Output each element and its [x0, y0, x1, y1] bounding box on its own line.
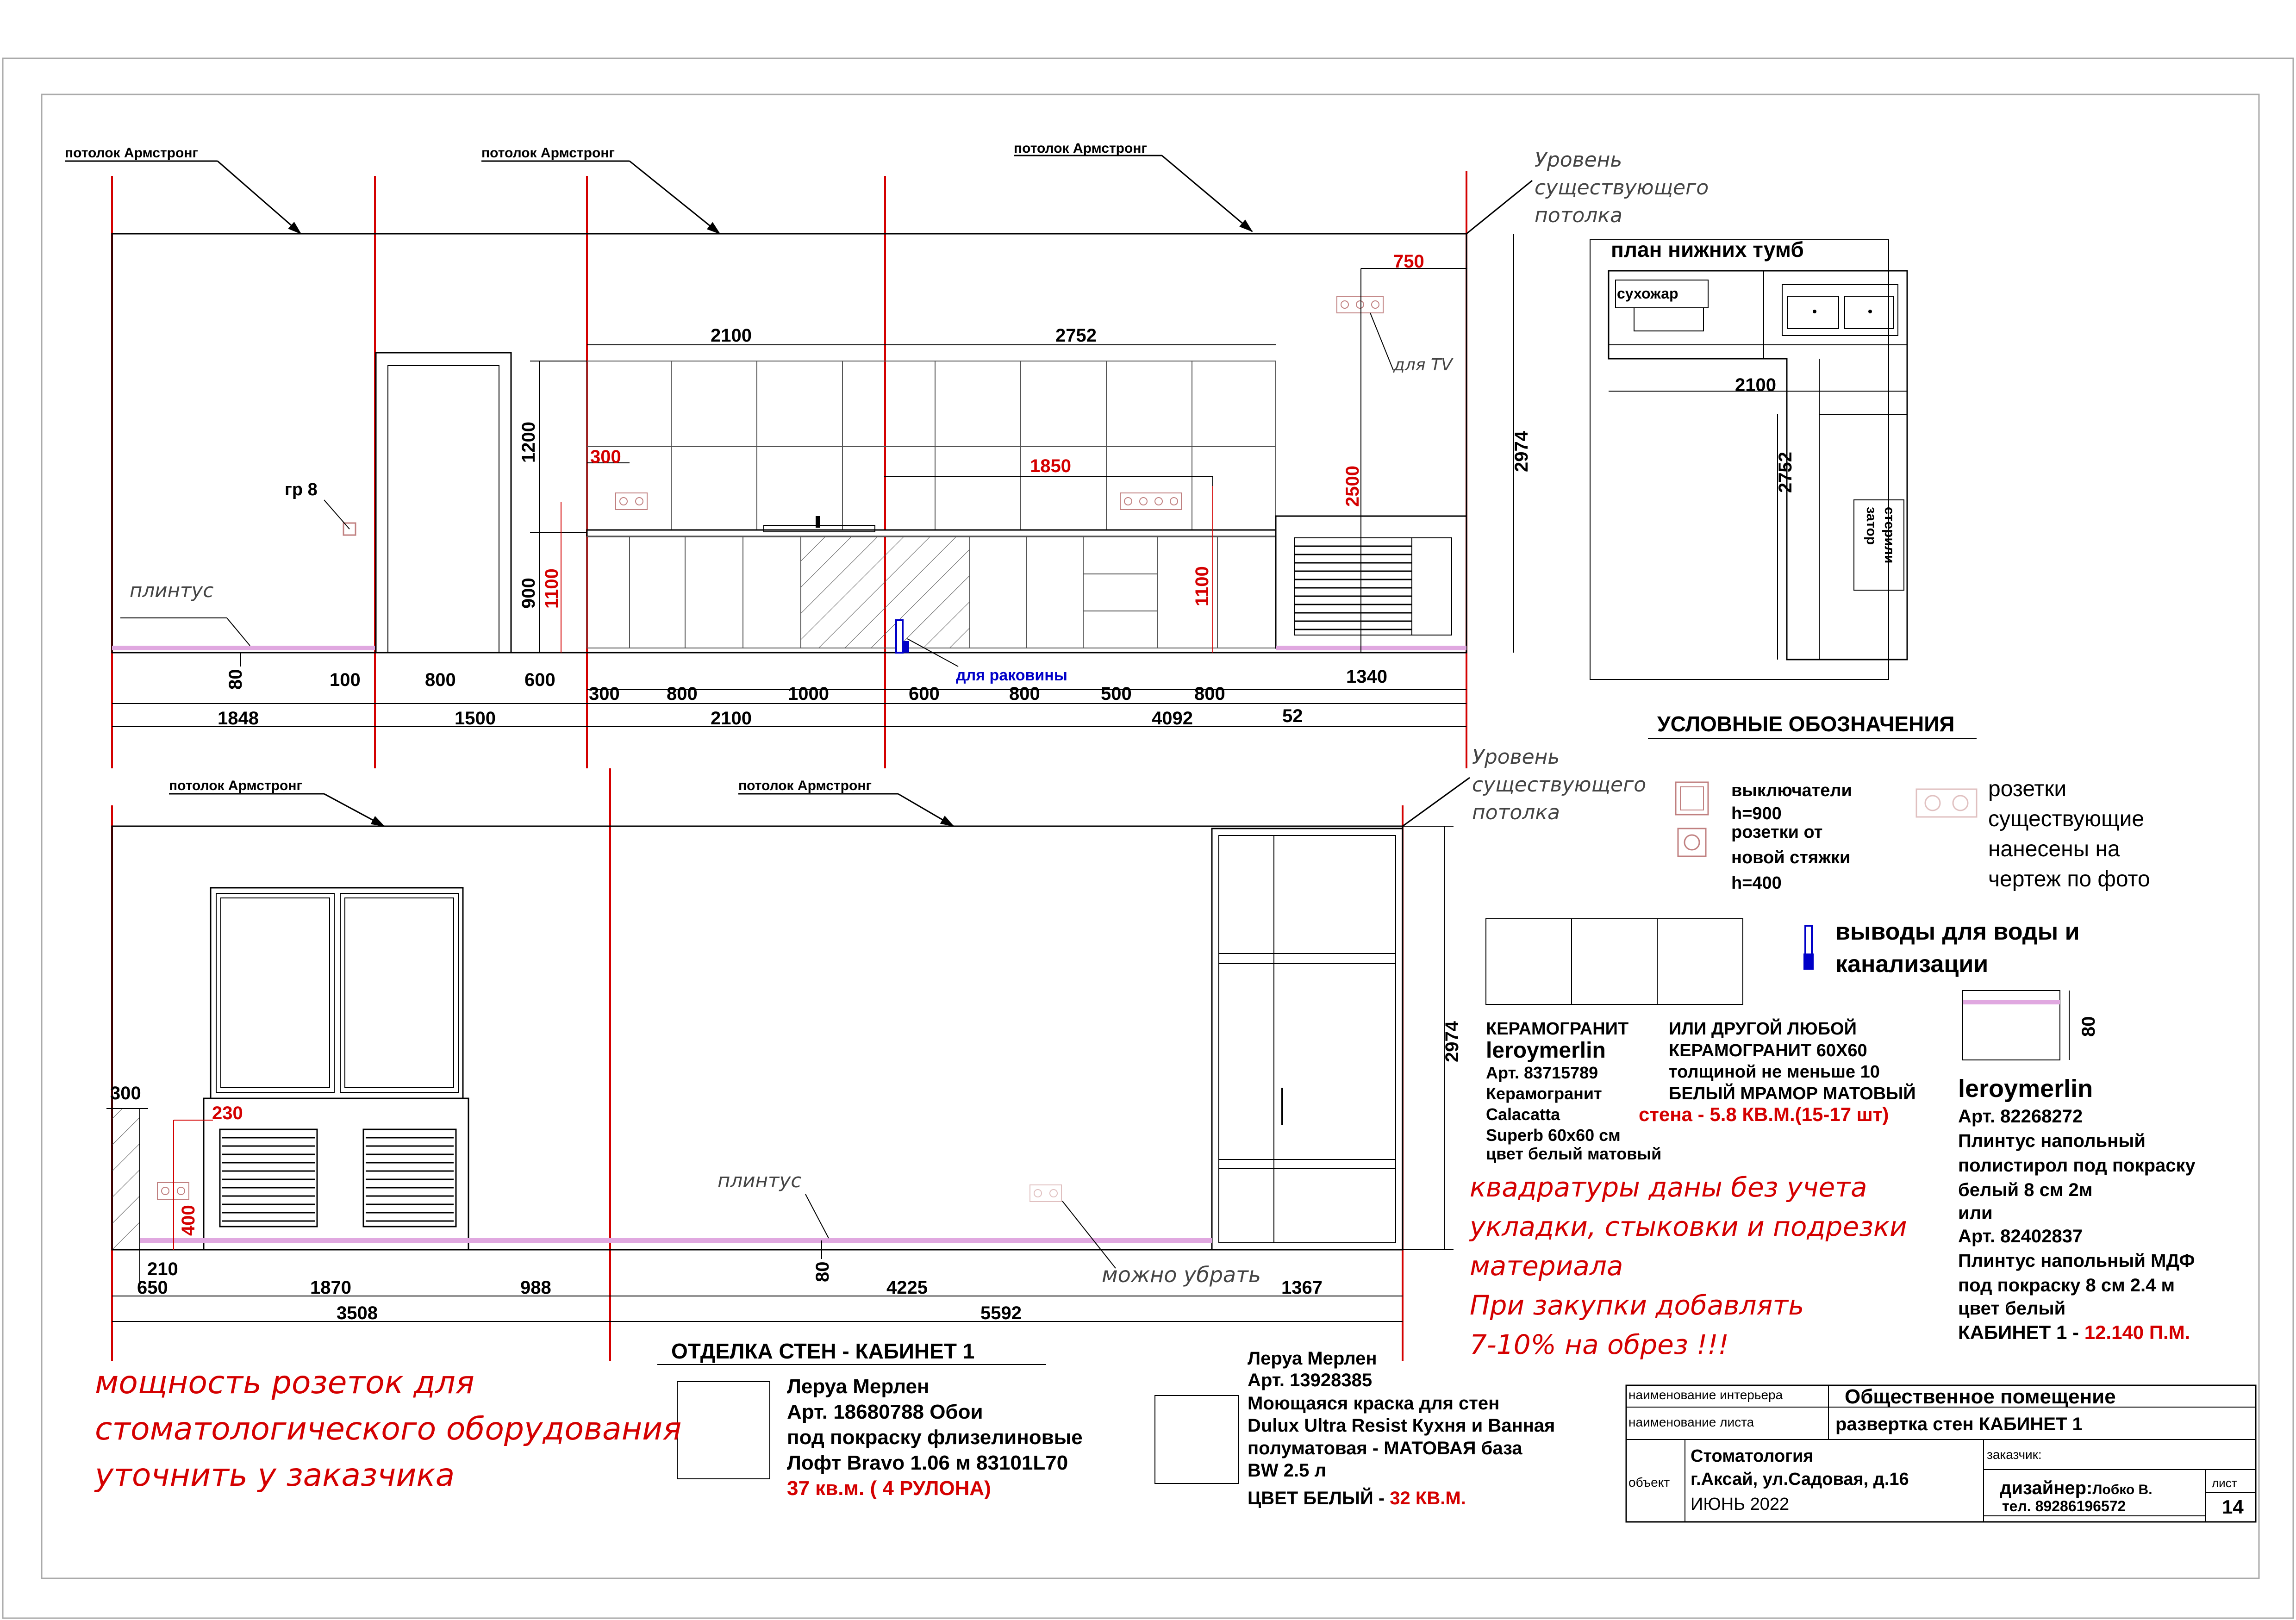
dim-2100b: 2100	[711, 708, 752, 729]
dim-red-1850: 1850	[1030, 456, 1071, 476]
top-elevation	[65, 156, 1532, 727]
legend-switches-1: выключатели	[1731, 781, 1852, 800]
wallpaper-1: Арт. 18680788 Обои	[787, 1401, 983, 1423]
water-legend-icon	[1803, 926, 1814, 970]
plan-2100: 2100	[1735, 375, 1776, 395]
plan-sterilizer-1: стерили	[1882, 507, 1897, 564]
plan-2752: 2752	[1775, 452, 1796, 493]
plan-sterilizer-2: затор	[1864, 507, 1879, 545]
top-wall	[112, 234, 1466, 653]
dim-2974: 2974	[1511, 431, 1532, 472]
plinth-line-0: Арт. 82268272	[1958, 1106, 2083, 1127]
dim-800d: 800	[1194, 684, 1225, 704]
legend-sockets-new-3: h=400	[1731, 873, 1782, 893]
ceiling-level-3: потолка	[1535, 204, 1622, 227]
paint-2: Моющаяся краска для стен	[1248, 1393, 1500, 1414]
ceiling-label-5: потолок Армстронг	[738, 778, 872, 793]
left-column	[112, 1109, 140, 1250]
note-power	[94, 1365, 681, 1494]
dim-red-300: 300	[590, 447, 621, 467]
dim-b-5592: 5592	[980, 1303, 1022, 1323]
plinth-80: 80	[2078, 1016, 2099, 1037]
ceiling-label-4: потолок Армстронг	[169, 778, 302, 793]
tile-col2-0: ИЛИ ДРУГОЙ ЛЮБОЙ	[1669, 1019, 1857, 1039]
dim-b-2974: 2974	[1442, 1021, 1462, 1062]
tb-customer-label: заказчик:	[1987, 1447, 2042, 1462]
dim-b-4225: 4225	[886, 1277, 928, 1298]
dim-100: 100	[330, 670, 361, 690]
tb-interior-value: Общественное помещение	[1845, 1385, 2116, 1408]
ceiling-leaders-top	[65, 156, 1532, 234]
tb-object-0: Стоматология	[1691, 1446, 1814, 1466]
wallpaper-3: Лофт Bravo 1.06 м 83101L70	[787, 1452, 1068, 1474]
dim-b-650: 650	[137, 1277, 168, 1298]
paint-3: Dulux Ultra Resist Кухня и Ванная	[1248, 1415, 1555, 1436]
dim-800b: 800	[667, 684, 698, 704]
legend-existing-3: нанесены на	[1988, 837, 2120, 861]
tb-object-label: объект	[1628, 1475, 1670, 1489]
label-tv: для TV	[1393, 355, 1453, 374]
tile-col2-1: КЕРАМОГРАНИТ 60X60	[1669, 1041, 1867, 1060]
paint-color: ЦВЕТ БЕЛЫЙ - 32 КВ.М.	[1248, 1488, 1466, 1508]
dim-b-red-230: 230	[212, 1103, 243, 1123]
dim-600a: 600	[524, 670, 555, 690]
tile-col2-3: БЕЛЫЙ МРАМОР МАТОВЫЙ	[1669, 1084, 1916, 1103]
plinth-total: КАБИНЕТ 1 - 12.140 П.М.	[1958, 1321, 2190, 1343]
paint-1: Арт. 13928385	[1248, 1370, 1373, 1390]
dim-1340: 1340	[1346, 667, 1387, 687]
socket-new-icon	[1678, 829, 1706, 856]
dim-red-1100a: 1100	[542, 568, 562, 609]
tile-col1-5: Superb 60x60 см	[1486, 1126, 1621, 1145]
plinth-brand: leroymerlin	[1958, 1075, 2093, 1103]
legend-existing-2: существующие	[1988, 807, 2145, 831]
plinth-line-7: под покраску 8 см 2.4 м	[1958, 1275, 2175, 1296]
vent-cabinet	[1276, 516, 1466, 648]
ceiling-label-3: потолок Армстронг	[1014, 141, 1147, 156]
tb-sheet-label: лист	[2212, 1476, 2237, 1490]
legend-water-2: канализации	[1835, 951, 1989, 978]
notes-red	[1469, 1171, 1907, 1360]
note-power-2: уточнить у заказчика	[95, 1457, 455, 1494]
dim-600b: 600	[909, 684, 940, 704]
dim-b-210: 210	[147, 1259, 178, 1279]
finish-title: ОТДЕЛКА СТЕН - КАБИНЕТ 1	[671, 1339, 975, 1363]
socket-group-tv	[1337, 296, 1383, 313]
tile-col2-2: толщиной не меньше 10	[1669, 1062, 1880, 1082]
tall-cabinet	[1212, 829, 1403, 1250]
dim-1500: 1500	[455, 708, 496, 729]
note-red-1: укладки, стыковки и подрезки	[1470, 1211, 1907, 1242]
plinth-line-8: цвет белый	[1958, 1298, 2066, 1319]
paint-4: полуматовая - МАТОВАЯ база	[1248, 1438, 1522, 1458]
ceiling-label-1: потолок Армстронг	[65, 145, 198, 161]
plinth-spec	[1958, 991, 2196, 1343]
tile-col1-6: цвет белый матовый	[1486, 1144, 1662, 1163]
paint-swatch	[1155, 1396, 1238, 1483]
tb-object-1: г.Аксай, ул.Садовая, д.16	[1691, 1470, 1909, 1489]
dim-900: 900	[518, 578, 539, 609]
note-red-2: материала	[1470, 1250, 1623, 1282]
title-block	[1626, 1385, 2256, 1522]
plan-lower-cabinets	[1590, 240, 1907, 679]
note-red-0: квадратуры даны без учета	[1470, 1171, 1867, 1203]
dim-1000: 1000	[788, 684, 829, 704]
label-plinth-top: плинтус	[130, 579, 214, 602]
tb-sheet-name-value: развертка стен КАБИНЕТ 1	[1835, 1414, 2083, 1434]
dim-b-300: 300	[110, 1083, 141, 1103]
dim-80: 80	[225, 669, 246, 690]
tile-col1-4: Calacatta	[1486, 1105, 1560, 1124]
ceiling-level-b2: существующего	[1472, 773, 1647, 797]
dim-red-750: 750	[1393, 251, 1424, 272]
note-red-4: 7-10% на обрез !!!	[1470, 1329, 1729, 1360]
legend-sockets-new-1: розетки от	[1731, 822, 1823, 842]
socket-group-right	[1120, 493, 1181, 510]
tb-phone: тел. 89286196572	[2002, 1498, 2126, 1514]
socket-removable	[1030, 1185, 1061, 1202]
bottom-elevation	[106, 778, 1470, 1321]
dim-800a: 800	[425, 670, 456, 690]
plan-dryer: сухожар	[1617, 285, 1678, 302]
legend-sockets-new-2: новой стяжки	[1731, 848, 1851, 867]
dim-b-1870: 1870	[310, 1277, 351, 1298]
dim-b-80: 80	[812, 1261, 833, 1282]
tile-col1-0: КЕРАМОГРАНИТ	[1486, 1019, 1629, 1039]
ceiling-level-2: существующего	[1535, 176, 1709, 199]
socket-group-left	[616, 493, 647, 510]
legend-existing-4: чертеж по фото	[1988, 867, 2150, 891]
dim-500: 500	[1101, 684, 1132, 704]
plinth-line-4: или	[1958, 1203, 1993, 1223]
sink-zone	[801, 536, 970, 648]
countertop	[587, 530, 1276, 536]
dim-red-1100b: 1100	[1192, 566, 1212, 606]
dim-2100: 2100	[711, 325, 752, 346]
label-removable: можно убрать	[1102, 1262, 1261, 1287]
plinth-line-6: Плинтус напольный МДФ	[1958, 1251, 2195, 1271]
legend	[1648, 712, 2150, 978]
paint-5: BW 2.5 л	[1248, 1460, 1326, 1481]
tile-col1-1: leroymerlin	[1486, 1038, 1606, 1063]
vent-slats	[1294, 546, 1412, 629]
label-plinth-bottom: плинтус	[718, 1169, 802, 1192]
note-power-0: мощность розеток для	[95, 1365, 474, 1401]
legend-switches-2: h=900	[1731, 804, 1782, 823]
plinth-line-2: полистирол под покраску	[1958, 1155, 2196, 1176]
ceiling-level-b3: потолка	[1472, 801, 1560, 824]
dim-b-988: 988	[520, 1277, 551, 1298]
dim-b-3508: 3508	[337, 1303, 378, 1323]
tb-object-2: ИЮНЬ 2022	[1691, 1495, 1790, 1514]
tb-interior-label: наименование интерьера	[1628, 1388, 1783, 1402]
tb-sheet-no: 14	[2222, 1496, 2244, 1518]
dim-800c: 800	[1009, 684, 1040, 704]
wallpaper-swatch	[677, 1382, 770, 1479]
tb-designer: дизайнер:Лобко В.	[2000, 1478, 2152, 1498]
tile-col1-2: Арт. 83715789	[1486, 1063, 1598, 1082]
plinth-line-3: белый 8 см 2м	[1958, 1180, 2093, 1200]
dim-4092: 4092	[1152, 708, 1193, 729]
door-top	[376, 353, 511, 653]
ceiling-label-2: потолок Армстронг	[481, 145, 615, 161]
legend-water-1: выводы для воды и	[1835, 918, 2080, 945]
radiator-grilles	[220, 1129, 456, 1227]
legend-title: УСЛОВНЫЕ ОБОЗНАЧЕНИЯ	[1657, 712, 1955, 736]
finish-spec	[657, 1339, 1555, 1508]
dim-300: 300	[589, 684, 620, 704]
ceiling-level-b1: Уровень	[1472, 745, 1560, 769]
dim-1848: 1848	[218, 708, 259, 729]
window	[211, 888, 463, 1098]
label-gr8: гр 8	[285, 480, 318, 499]
wallpaper-qty: 37 кв.м. ( 4 РУЛОНА)	[787, 1477, 991, 1500]
plinth-line-5: Арт. 82402837	[1958, 1226, 2083, 1246]
socket-existing-icon	[1916, 789, 1977, 817]
legend-existing-1: розетки	[1988, 777, 2067, 801]
plan-title: план нижних тумб	[1611, 237, 1804, 262]
note-red-3: При закупки добавлять	[1470, 1290, 1804, 1321]
note-power-1: стоматологического оборудования	[95, 1411, 682, 1447]
label-sink: для раковины	[956, 667, 1067, 684]
tile-col1-3: Керамогранит	[1486, 1084, 1602, 1103]
dimension-lines-bottom	[106, 826, 1454, 1321]
dim-1200: 1200	[518, 422, 539, 463]
tb-sheet-name-label: наименование листа	[1628, 1415, 1754, 1429]
ceiling-level-1: Уровень	[1535, 148, 1622, 172]
tile-area: стена - 5.8 КВ.М.(15-17 шт)	[1639, 1103, 1889, 1125]
wallpaper-2: под покраску флизелиновые	[787, 1426, 1083, 1449]
dim-b-1367: 1367	[1281, 1277, 1323, 1298]
dim-52: 52	[1282, 706, 1303, 726]
plinth-line-1: Плинтус напольный	[1958, 1131, 2146, 1151]
wallpaper-0: Леруа Мерлен	[787, 1375, 930, 1398]
paint-0: Леруа Мерлен	[1248, 1348, 1377, 1369]
dim-b-red-400: 400	[178, 1205, 199, 1236]
dim-2752: 2752	[1055, 325, 1097, 346]
dim-red-2500: 2500	[1342, 466, 1363, 507]
